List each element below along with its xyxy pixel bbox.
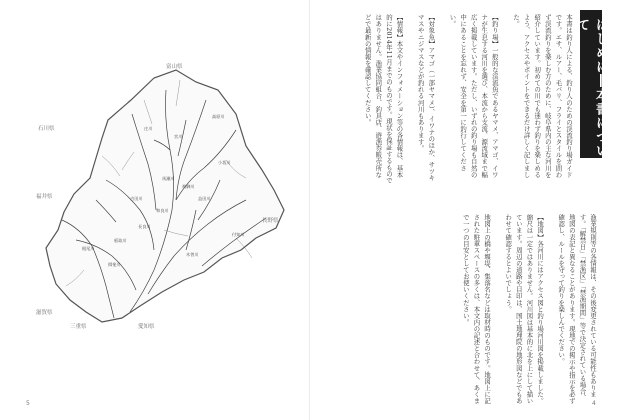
svg-text:揖斐川: 揖斐川: [108, 262, 121, 267]
label-fukui: 福井県: [36, 194, 53, 200]
gifu-river-map: [36, 60, 291, 330]
svg-text:板取川: 板取川: [114, 238, 127, 243]
svg-text:馬瀬川: 馬瀬川: [162, 176, 175, 181]
svg-text:木曽川: 木曽川: [186, 252, 199, 257]
label-toyama: 富山県: [166, 64, 183, 70]
svg-text:付知川: 付知川: [232, 232, 245, 237]
label-aichi: 愛知県: [138, 324, 155, 330]
svg-text:庄川: 庄川: [144, 126, 153, 131]
svg-text:宮川: 宮川: [174, 134, 183, 139]
svg-text:益田川: 益田川: [198, 196, 211, 201]
intro-text-lower: [328, 214, 598, 404]
svg-text:小坂川: 小坂川: [218, 160, 231, 165]
paragraph-regulations: 漁業規則等の各情報は、その後変更されている可能性もあります。「解禁日」「禁漁区」「禁漁期間」等で決定されている場合、地図の表記と異なることがあります。現地での掲示や指示を必ず確認し、ルールを守って釣りを楽しんでください。: [557, 214, 597, 404]
svg-text:長良川: 長良川: [138, 224, 151, 229]
svg-text:吉田川: 吉田川: [130, 196, 143, 201]
page-number-right: 4: [592, 400, 596, 407]
page-gutter: [309, 0, 310, 420]
paragraph-fishing-spots: 【釣り場】一般的な渓流魚であるヤマメ、アマゴ、イワナが生息する河川を選び、本流から支流、源流域まで幅広く掲載しています。ただし、いずれの釣り場も自然の中にあることを忘れず、安全を第一に釣行してください。: [448, 14, 499, 178]
label-nagano: 長野県: [262, 218, 279, 224]
intro-text-upper: [328, 14, 574, 184]
paragraph-maps: 【地図】各河川にはアクセス図と釣り場河川図を掲載しました。縮尺は一定ではありません。河川図は基本的に北を上にして描いています。周辺の道路や目印は、国土地理院の地形図などでもあわせて確認するとよいでしょう。: [504, 214, 545, 404]
paragraph-target-fish: 【対象魚】アマゴ（一部ヤマメ）、イワナのほか、サツキマスやニジマスなどが釣れる河川もあります。: [416, 14, 436, 182]
page-number-left: 5: [26, 400, 30, 407]
paragraph-parking: 地図上の橋や堰堤、集落名などは取材時のものです。地図上に記された駐車スペースの多くは、本文内の記述と合わせて、あくまで一つの目安としてお使いください。: [461, 214, 492, 404]
chapter-title-bar: [574, 10, 608, 158]
paragraph-information: 【情報】本文やインフォメーション等の各情報は、基本的に2014年11月までのものです。現状を保証するものではありません。漁業協同組合、釣具店、遊漁券販売所などで最新の情報を確認してください。: [363, 14, 404, 184]
svg-text:飛騨川: 飛騨川: [182, 184, 195, 189]
chapter-title: はじめに―本書について: [574, 18, 608, 158]
paragraph-intro: 本書は釣り人による、釣り人のための渓流釣り場ガイドです。エサ、ルアー、毛バリ、フライとスタイルを問わず渓流釣りを楽しむ方のために、岐阜県内の主な河川を紹介しています。初めての川でも迷わず釣りを楽しめるよう、アクセスやポイントをできるだけ詳しく記しました。: [512, 14, 573, 178]
prefecture-outline: [46, 70, 284, 322]
svg-text:和良川: 和良川: [156, 208, 169, 213]
label-mie: 三重県: [70, 324, 87, 330]
label-ishikawa: 石川県: [38, 126, 55, 132]
label-shiga: 滋賀県: [36, 310, 53, 316]
svg-text:高原川: 高原川: [212, 114, 225, 119]
svg-text:根尾川: 根尾川: [82, 246, 95, 251]
